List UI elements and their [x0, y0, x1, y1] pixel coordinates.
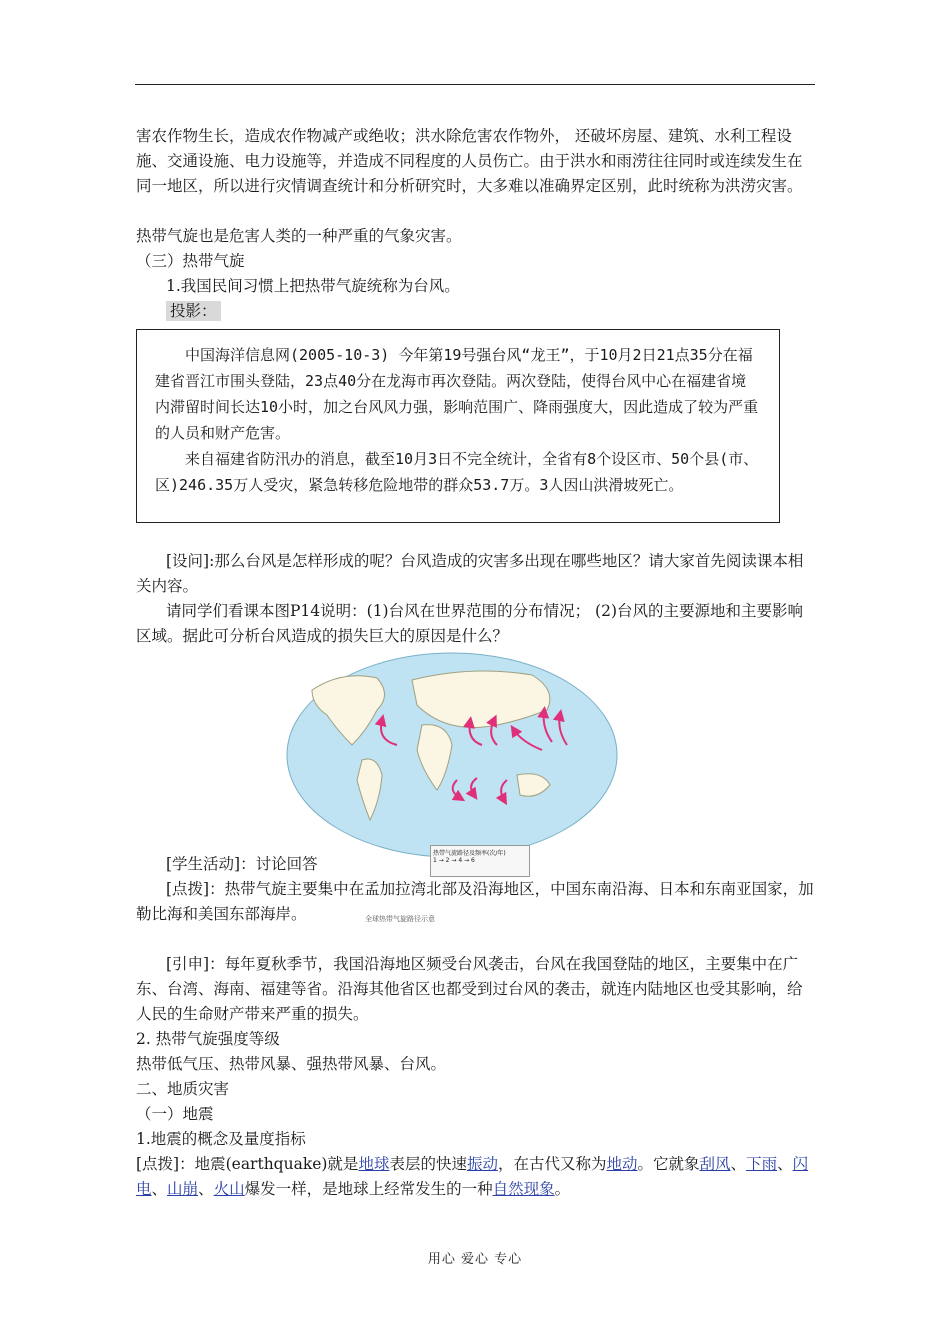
heading-earthquake: （一）地震 — [136, 1105, 214, 1123]
link-landslide[interactable]: 山崩 — [167, 1180, 199, 1198]
link-vibration[interactable]: 振动 — [466, 1155, 498, 1173]
instruction-paragraph: 请同学们看课本图P14说明：(1)台风在世界范围的分布情况； (2)台风的主要源地和主要影响区域。据此可分析台风造成的损失巨大的原因是什么？ — [136, 602, 803, 645]
link-natural-phenomenon[interactable]: 自然现象 — [492, 1180, 555, 1198]
news-paragraph-2: 来自福建省防汛办的消息，截至10月3日不完全统计，全省有8个设区市、50个县(市、区)246.35万人受灾，紧急转移危险地带的群众53.7万。3人因山洪滑坡死亡。 — [155, 450, 759, 494]
link-lightning[interactable]: 闪电 — [136, 1155, 809, 1198]
tip2-text: 、 — [151, 1180, 168, 1198]
tip2-text: 、 — [198, 1180, 214, 1198]
item-1: 1.我国民间习惯上把热带气旋统称为台风。 — [166, 277, 460, 295]
link-wind[interactable]: 刮风 — [699, 1155, 731, 1173]
legend-values: 1 → 2 → 4 → 6 — [433, 857, 475, 864]
item-2: 2. 热带气旋强度等级 — [136, 1030, 280, 1048]
legend-value: 2 — [445, 857, 450, 864]
legend-value: 6 — [471, 857, 475, 864]
heading-geological: 二、地质灾害 — [136, 1080, 230, 1098]
tip2-text: 。它就象 — [637, 1155, 700, 1173]
extend-paragraph: [引申]：每年夏秋季节，我国沿海地区频受台风袭击，台风在我国登陆的地区，主要集中在广东、台湾、海南、福建等省。沿海其他省区也都受到过台风的袭击，就连内陆地区也受其影响，给人民的生命财产带来严重的损失。 — [136, 955, 803, 1023]
news-box — [136, 329, 780, 523]
tip-paragraph-1: [点拨]：热带气旋主要集中在孟加拉湾北部及沿海地区，中国东南沿海、日本和东南亚国家，加勒比海和美国东部海岸。 — [136, 880, 814, 923]
paragraph-cyclone-intro: 热带气旋也是危害人类的一种严重的气象灾害。 — [136, 227, 462, 245]
tip2-text: 。 — [554, 1180, 571, 1198]
tip2-text: 、 — [777, 1155, 793, 1173]
earthquake-definition-heading: 1.地震的概念及量度指标 — [136, 1130, 306, 1148]
student-activity: [学生活动]：讨论回答 — [166, 855, 318, 873]
legend-value: 1 — [433, 857, 437, 864]
legend-value: 4 — [458, 857, 463, 864]
projection-label — [136, 299, 816, 324]
header-rule — [135, 84, 815, 85]
tip2-text: 、 — [730, 1155, 747, 1173]
intensity-levels: 热带低气压、热带风暴、强热带风暴、台风。 — [136, 1055, 447, 1073]
legend-title: 热带气旋路径及频率(次/年) — [433, 850, 506, 857]
page-footer: 用心 爱心 专心 — [427, 1252, 523, 1267]
heading-tropical-cyclone: （三）热带气旋 — [136, 252, 245, 270]
news-paragraph-1: 中国海洋信息网(2005-10-3) 今年第19号强台风“龙王”，于10月2日21点35分在福建省晋江市围头登陆，23点40分在龙海市再次登陆。两次登陆，使得台风中心在福建省境内滞留时间长达10小时，加之台风风力强，影响范围广、降雨强度大，因此造成了较为严重的人员和财产危害。 — [155, 346, 759, 442]
link-rain[interactable]: 下雨 — [746, 1155, 778, 1173]
projection-highlight: 投影： — [166, 301, 221, 321]
link-volcano[interactable]: 火山 — [213, 1180, 245, 1198]
paragraph-flood: 害农作物生长，造成农作物减产或绝收；洪水除危害农作物外， 还破坏房屋、建筑、水利工程设施、交通设施、电力设施等，并造成不同程度的人员伤亡。由于洪水和雨涝往往同时或连续发生在同一地区，所以进行灾情调查统计和分析研究时，大多难以准确界定区别，此时统称为洪涝灾害。 — [136, 127, 803, 195]
link-earth-movement[interactable]: 地动 — [606, 1155, 638, 1173]
question-paragraph: [设问]:那么台风是怎样形成的呢？台风造成的灾害多出现在哪些地区？请大家首先阅读课本相关内容。 — [136, 552, 804, 595]
link-earth[interactable]: 地球 — [358, 1155, 390, 1173]
tip2-text: [点拨]：地震(earthquake)就是 — [136, 1155, 359, 1173]
map-caption: 全球热带气旋路径示意 — [365, 915, 435, 923]
tip-paragraph-2 — [136, 1152, 816, 1202]
tip2-text: 表层的快速 — [389, 1155, 467, 1173]
tip2-text: ，在古代又称为 — [497, 1155, 607, 1173]
tip2-text: 爆发一样，是地球上经常发生的一种 — [244, 1180, 493, 1198]
